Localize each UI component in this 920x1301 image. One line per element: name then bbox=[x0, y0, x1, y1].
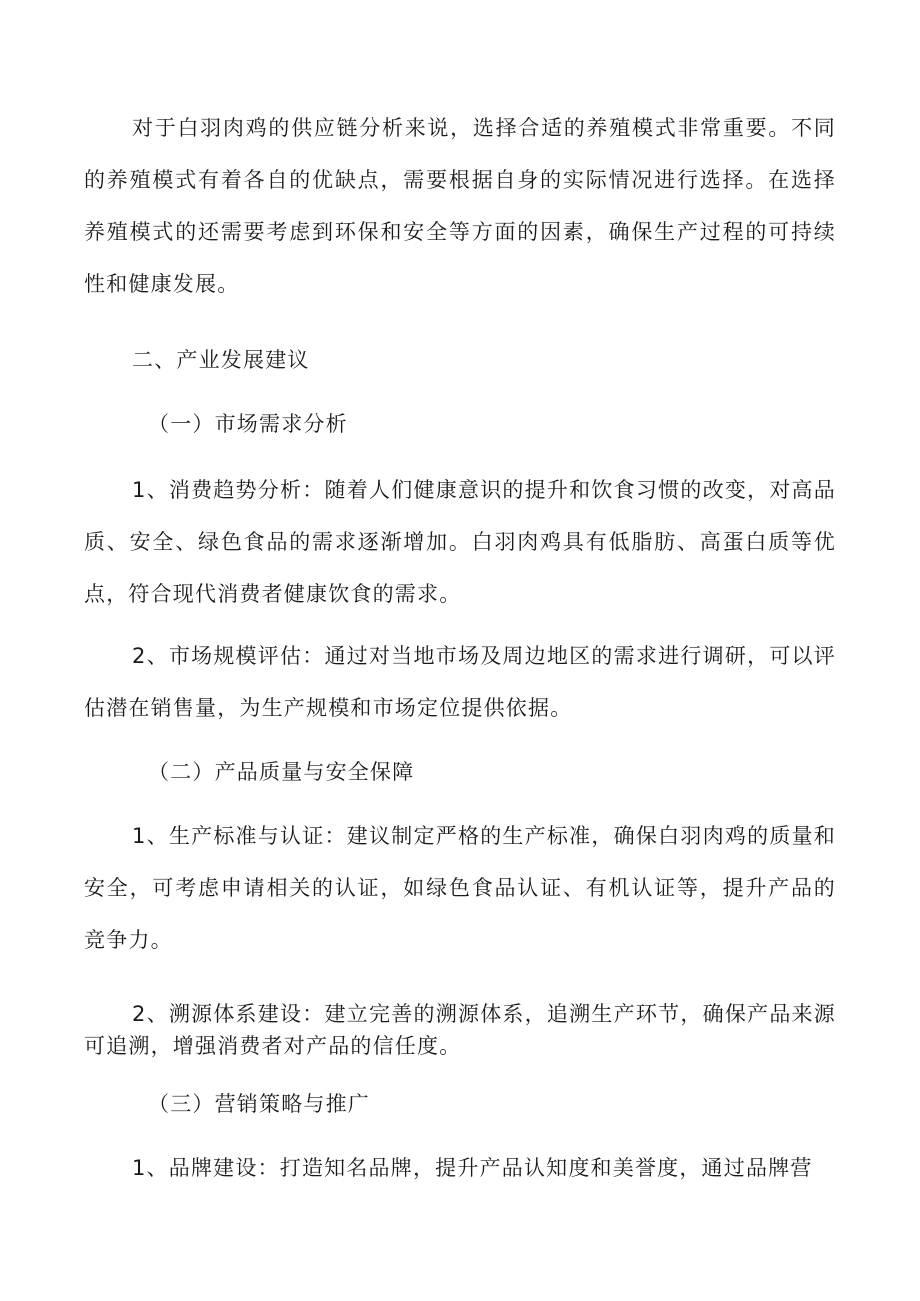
paragraph-market-scale: 2、市场规模评估：通过对当地市场及周边地区的需求进行调研，可以评估潜在销售量，为生产规模和市场定位提供依据。 bbox=[84, 644, 836, 720]
subsection-heading-quality-safety: （二）产品质量与安全保障 bbox=[148, 760, 415, 784]
paragraph-consumption-trend: 1、消费趋势分析：随着人们健康意识的提升和饮食习惯的改变，对高品质、安全、绿色食品的需求逐渐增加。白羽肉鸡具有低脂肪、高蛋白质等优点，符合现代消费者健康饮食的需求。 bbox=[84, 478, 836, 606]
subsection-heading-marketing: （三）营销策略与推广 bbox=[148, 1092, 370, 1116]
paragraph-farming-mode: 对于白羽肉鸡的供应链分析来说，选择合适的养殖模式非常重要。不同的养殖模式有着各自的优缺点，需要根据自身的实际情况进行选择。在选择养殖模式的还需要考虑到环保和安全等方面的因素，确保生产过程的可持续性和健康发展。 bbox=[84, 116, 836, 296]
paragraph-production-standard: 1、生产标准与认证：建议制定严格的生产标准，确保白羽肉鸡的质量和安全，可考虑申请相关的认证，如绿色食品认证、有机认证等，提升产品的竞争力。 bbox=[84, 824, 836, 952]
subsection-heading-market-demand: （一）市场需求分析 bbox=[148, 412, 348, 436]
section-heading-industry-suggestions: 二、产业发展建议 bbox=[132, 348, 310, 372]
paragraph-brand-building: 1、品牌建设：打造知名品牌，提升产品认知度和美誉度，通过品牌营 bbox=[132, 1156, 813, 1180]
paragraph-traceability: 2、溯源体系建设：建立完善的溯源体系，追溯生产环节，确保产品来源可追溯，增强消费者对产品的信任度。 bbox=[84, 1002, 836, 1058]
